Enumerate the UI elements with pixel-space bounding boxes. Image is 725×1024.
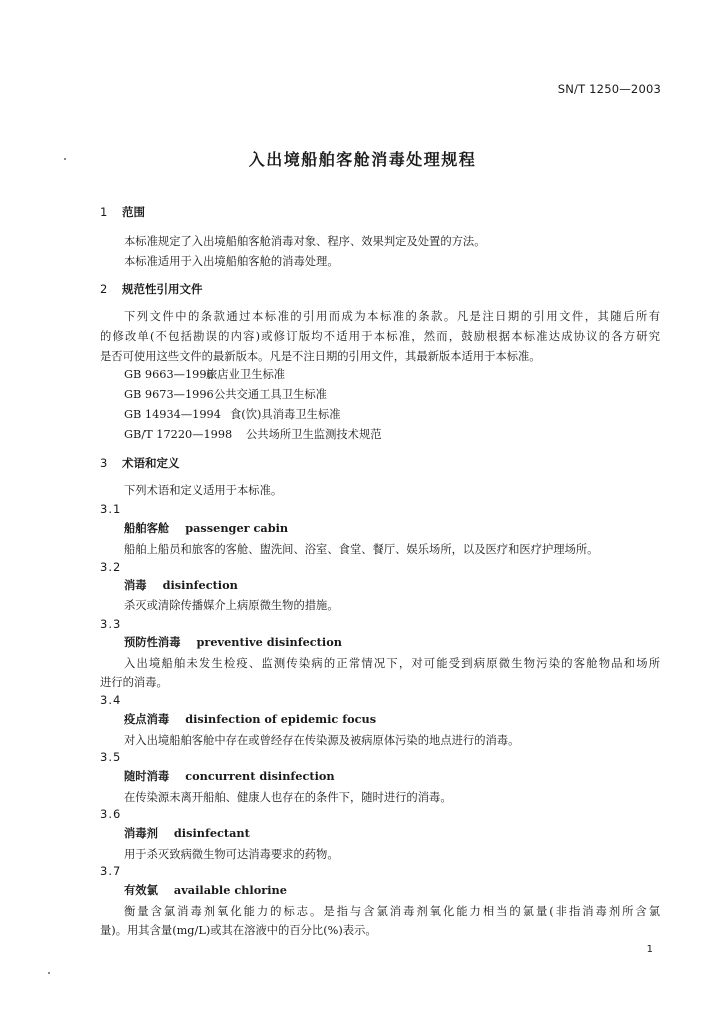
term-heading <box>124 882 287 898</box>
term-en: preventive disinfection <box>196 635 342 649</box>
section-number: 2 <box>100 282 108 296</box>
term-en: passenger cabin <box>185 521 289 535</box>
term-definition: 杀灭或清除传播媒介上病原微生物的措施。 <box>124 599 339 612</box>
term-en: disinfection <box>162 578 238 592</box>
term-definition: 衡量含氯消毒剂氧化能力的标志。是指与含氯消毒剂氧化能力相当的氯量(非指消毒剂所含氯 <box>124 905 660 918</box>
term-cn: 疫点消毒 <box>124 712 170 726</box>
term-cn: 船舶客舱 <box>124 521 170 535</box>
section-heading-terms-definitions <box>100 455 180 471</box>
scope-paragraph-1: 本标准规定了入出境船舶客舱消毒对象、程序、效果判定及处置的方法。 <box>124 235 486 248</box>
term-cn: 有效氯 <box>124 883 158 897</box>
term-heading <box>124 768 335 784</box>
term-number: 3.5 <box>100 750 122 764</box>
section-heading-normative-references <box>100 281 203 297</box>
term-number: 3.4 <box>100 693 122 707</box>
reference-code: GB 14934—1994 <box>124 408 221 421</box>
term-cn: 消毒剂 <box>124 826 158 840</box>
scan-speck <box>64 158 66 160</box>
scan-speck <box>48 972 50 974</box>
term-heading <box>124 711 376 727</box>
references-paragraph-line-2: 的修改单(不包括勘误的内容)或修订版均不适用于本标准，然而，鼓励根据本标准达成协议的各方研究 <box>100 330 660 343</box>
term-en: disinfectant <box>173 826 250 840</box>
reference-code: GB 9663—1996 <box>124 368 214 381</box>
section-title: 术语和定义 <box>122 456 180 470</box>
document-title: 入出境船舶客舱消毒处理规程 <box>248 150 477 169</box>
term-en: disinfection of epidemic focus <box>185 712 377 726</box>
references-paragraph-line-1: 下列文件中的条款通过本标准的引用而成为本标准的条款。凡是注日期的引用文件，其随后所有 <box>124 310 660 323</box>
section-heading-scope <box>100 204 145 220</box>
standard-code: SN/T 1250—2003 <box>557 82 661 96</box>
terms-intro: 下列术语和定义适用于本标准。 <box>124 484 283 497</box>
term-en: concurrent disinfection <box>185 769 335 783</box>
term-cn: 预防性消毒 <box>124 635 181 649</box>
term-cn: 消毒 <box>124 578 147 592</box>
section-number: 1 <box>100 205 108 219</box>
term-definition: 在传染源未离开船舶、健康人也存在的条件下，随时进行的消毒。 <box>124 791 452 804</box>
term-number: 3.2 <box>100 560 122 574</box>
term-number: 3.6 <box>100 807 122 821</box>
reference-code: GB 9673—1996 <box>124 388 214 401</box>
reference-code: GB/T 17220—1998 <box>124 428 233 441</box>
references-paragraph-line-3: 是否可使用这些文件的最新版本。凡是不注日期的引用文件，其最新版本适用于本标准。 <box>100 350 541 363</box>
scope-paragraph-2: 本标准适用于入出境船舶客舱的消毒处理。 <box>124 255 339 268</box>
term-definition: 对入出境船舶客舱中存在或曾经存在传染源及被病原体污染的地点进行的消毒。 <box>124 734 520 747</box>
reference-name: 公共交通工具卫生标准 <box>214 388 327 401</box>
reference-item <box>124 426 382 442</box>
term-definition: 入出境船舶未发生检疫、监测传染病的正常情况下，对可能受到病原微生物污染的客舱物品和场所 <box>124 657 660 670</box>
term-heading <box>124 520 288 536</box>
term-heading <box>124 825 250 841</box>
term-definition-continued: 进行的消毒。 <box>100 676 168 689</box>
term-definition: 船舶上船员和旅客的客舱、盥洗间、浴室、食堂、餐厅、娱乐场所，以及医疗和医疗护理场所。 <box>124 543 599 556</box>
reference-name: 公共场所卫生监测技术规范 <box>246 428 382 441</box>
section-number: 3 <box>100 456 108 470</box>
term-heading <box>124 577 238 593</box>
term-en: available chlorine <box>173 883 287 897</box>
term-number: 3.1 <box>100 502 122 516</box>
term-cn: 随时消毒 <box>124 769 170 783</box>
term-number: 3.7 <box>100 864 122 878</box>
reference-name: 食(饮)具消毒卫生标准 <box>230 408 341 421</box>
section-title: 范围 <box>122 205 145 219</box>
page-number: 1 <box>646 944 653 955</box>
section-title: 规范性引用文件 <box>122 282 203 296</box>
reference-item <box>124 406 341 422</box>
reference-item <box>124 386 327 402</box>
term-number: 3.3 <box>100 617 122 631</box>
reference-item <box>124 366 285 382</box>
term-definition-continued: 量)。用其含量(mg/L)或其在溶液中的百分比(%)表示。 <box>100 924 377 937</box>
term-heading <box>124 634 342 650</box>
reference-name: 旅店业卫生标准 <box>206 368 286 381</box>
term-definition: 用于杀灭致病微生物可达消毒要求的药物。 <box>124 848 339 861</box>
